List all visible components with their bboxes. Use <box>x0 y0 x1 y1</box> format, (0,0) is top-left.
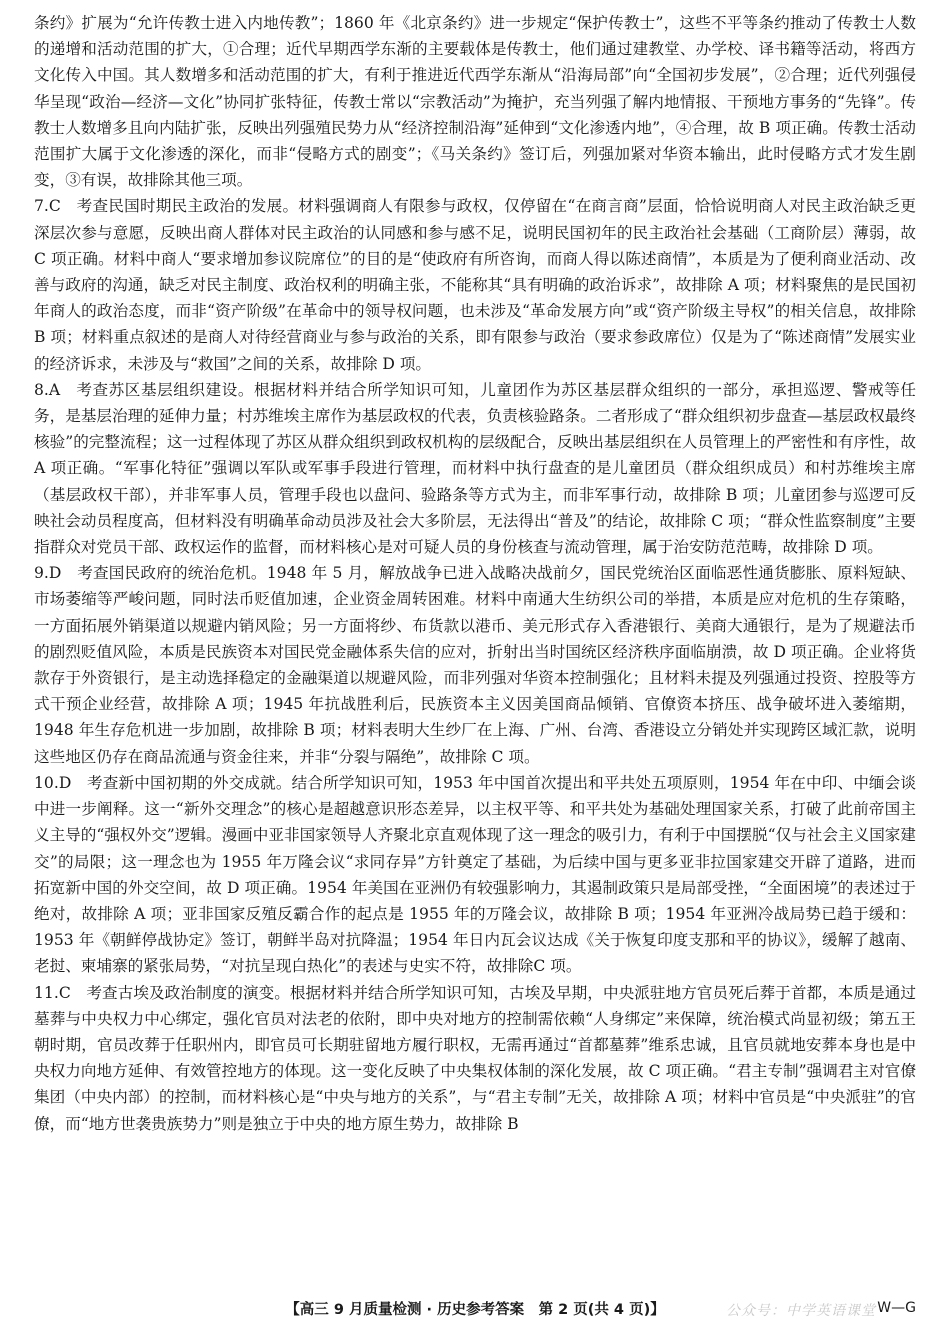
answer-choice: D <box>48 564 62 583</box>
answer-choice: D <box>58 773 72 792</box>
answer-number: 10. <box>34 773 59 792</box>
answer-list <box>34 193 916 1136</box>
answer-item <box>34 560 916 770</box>
continued-paragraph: 条约》扩展为“允许传教士进入内地传教”；1860 年《北京条约》进一步规定“保护传教士”，这些不平等条约推动了传教士人数的递增和活动范围的扩大，①合理；近代早期西学东渐的主要载体是传教士，他们通过建教堂、办学校、译书籍等活动，将西方文化传入中国。其人数增多和活动范围的扩大，有利于推进近代西学东渐从“沿海局部”向“全国初步发展”，②合理；近代列强侵华呈现“政治—经济—文化”协同扩张特征，传教士常以“宗教活动”为掩护，充当列强了解内地情报、干预地方事务的“先锋”。传教士人数增多且向内陆扩张，反映出列强殖民势力从“经济控制沿海”延伸到“文化渗透内地”，④合理，故 B 项正确。传教士活动范围扩大属于文化渗透的深化，而非“侵略方式的剧变”；《马关条约》签订后，列强加紧对华资本输出，此时侵略方式才发生剧变，③有误，故排除其他三项。 <box>34 14 916 190</box>
answer-item <box>34 193 916 376</box>
answer-choice: C <box>58 983 71 1002</box>
answer-explanation: 考查新中国初期的外交成就。结合所学知识可知，1953 年中国首次提出和平共处五项原则，1954 年在中印、中缅会谈中进一步阐释。这一“新外交理念”的核心是超越意识形态差异，以主权平等、和平共处为基础处理国家关系，打破了此前帝国主义主导的“强权外交”逻辑。漫画中亚非国家领导人齐聚北京直观体现了这一理念的吸引力，有利于中国摆脱“仅与社会主义国家建交”的局限；这一理念也为 1955 年万隆会议“求同存异”方针奠定了基础，为后续中国与更多亚非拉国家建交开辟了道路，进而拓宽新中国的外交空间，故 D 项正确。1954 年美国在亚洲仍有较强影响力，其遏制政策只是局部受挫，“全面困境”的表述过于绝对，故排除 A 项；亚非国家反殖反霸合作的起点是 1955 年的万隆会议，故排除 B 项；1954 年亚洲冷战局势已趋于缓和：1953 年《朝鲜停战协定》签订，朝鲜半岛对抗降温；1954 年日内瓦会议达成《关于恢复印度支那和平的协议》，缓解了越南、老挝、柬埔寨的紧张局势，“对抗呈现白热化”的表述与史实不符，故排除C 项。 <box>34 773 916 976</box>
answer-number: 8. <box>34 380 49 399</box>
page-code: W—G <box>877 1300 916 1316</box>
page-footer <box>0 1296 950 1326</box>
answer-number: 11. <box>34 983 59 1002</box>
answer-choice: A <box>48 380 61 399</box>
answer-number: 7. <box>34 197 49 216</box>
answer-choice: C <box>48 197 61 216</box>
answer-explanation: 考查民国时期民主政治的发展。材料强调商人有限参与政权，仅停留在“在商言商”层面，恰恰说明商人对民主政治缺乏更深层次参与意愿，反映出商人群体对民主政治的认同感和参与感不足，说明民国初年的民主政治社会基础（工商阶层）薄弱，故 C 项正确。材料中商人“要求增加参议院席位”的目的是“使政府有所咨询，而商人得以陈述商情”，本质是为了便利商业活动、改善与政府的沟通，缺乏对民主制度、政治权利的明确主张，不能称其“具有明确的政治诉求”，故排除 A 项；材料聚焦的是民国初年商人的政治态度，而非“资产阶级”在革命中的领导权问题，也未涉及“革命发展方向”或“资产阶级主导权”的相关信息，故排除 B 项；材料重点叙述的是商人对待经营商业与参与政治的关系，即有限参与政治（要求参政席位）仅是为了“陈述商情”发展实业的经济诉求，未涉及与“救国”之间的关系，故排除 D 项。 <box>34 197 916 373</box>
answer-number: 9. <box>34 564 49 583</box>
answer-item <box>34 770 916 980</box>
answer-explanation: 考查古埃及政治制度的演变。根据材料并结合所学知识可知，古埃及早期，中央派驻地方官员死后葬于首都，本质是通过墓葬与中央权力中心绑定，强化官员对法老的依附，即中央对地方的控制需依赖“人身绑定”来保障，统治模式尚显初级；第五王朝时期，官员改葬于任职州内，即官员可长期驻留地方履行职权，无需再通过“首都墓葬”维系忠诚，且官员就地安葬本身也是中央权力向地方延伸、有效管控地方的体现。这一变化反映了中央集权体制的深化发展，故 C 项正确。“君主专制”强调君主对官僚集团（中央内部）的控制，而材料核心是“中央与地方的关系”，与“君主专制”无关，故排除 A 项；材料中官员是“中央派驻”的官僚，而“地方世袭贵族势力”则是独立于中央的地方原生势力，故排除 B <box>34 983 916 1133</box>
answer-explanation: 考查国民政府的统治危机。1948 年 5 月，解放战争已进入战略决战前夕，国民党统治区面临恶性通货膨胀、原料短缺、市场萎缩等严峻问题，同时法币贬值加速，企业资金周转困难。材料中南通大生纺织公司的举措，本质是应对危机的生存策略，一方面拓展外销渠道以规避内销风险；另一方面将纱、布货款以港币、美元形式存入香港银行、美商大通银行，是为了规避法币的剧烈贬值风险，本质是民族资本对国民党金融体系失信的应对，折射出当时国统区经济秩序面临崩溃，故 D 项正确。企业将货款存于外资银行，是主动选择稳定的金融渠道以规避风险，而非列强对华资本控制强化；且材料未提及列强通过投资、控股等方式干预企业经营，故排除 A 项；1945 年抗战胜利后，民族资本主义因美国商品倾销、官僚资本挤压、战争破坏进入萎缩期，1948 年生存危机进一步加剧，故排除 B 项；材料表明大生纱厂在上海、广州、台湾、香港设立分销处并实现跨区域汇款，说明这些地区仍存在商品流通与资金往来，并非“分裂与隔绝”，故排除 C 项。 <box>34 564 916 766</box>
answer-content <box>34 10 916 1137</box>
watermark-text: 公众号：中学英语课堂 <box>726 1303 876 1319</box>
answer-item <box>34 980 916 1137</box>
footer-title: 【高三 9 月质量检测 · 历史参考答案 第 2 页(共 4 页)】 <box>285 1302 665 1318</box>
answer-item <box>34 377 916 560</box>
answer-explanation: 考查苏区基层组织建设。根据材料并结合所学知识可知，儿童团作为苏区基层群众组织的一部分，承担巡逻、警戒等任务，是基层治理的延伸力量；村苏维埃主席作为基层政权的代表，负责核验路条。二者形成了“群众组织初步盘查—基层政权最终核验”的完整流程；这一过程体现了苏区从群众组织到政权机构的层级配合，反映出基层组织在人员管理上的严密性和有序性，故 A 项正确。“军事化特征”强调以军队或军事手段进行管理，而材料中执行盘查的是儿童团员（群众组织成员）和村苏维埃主席（基层政权干部），并非军事人员，管理手段也以盘问、验路条等方式为主，而非军事行动，故排除 B 项；儿童团参与巡逻可反映社会动员程度高，但材料没有明确革命动员涉及社会大多阶层，无法得出“普及”的结论，故排除 C 项；“群众性监察制度”主要指群众对党员干部、政权运作的监督，而材料核心是对可疑人员的身份核查与流动管理，属于治安防范范畴，故排除 D 项。 <box>34 380 916 557</box>
